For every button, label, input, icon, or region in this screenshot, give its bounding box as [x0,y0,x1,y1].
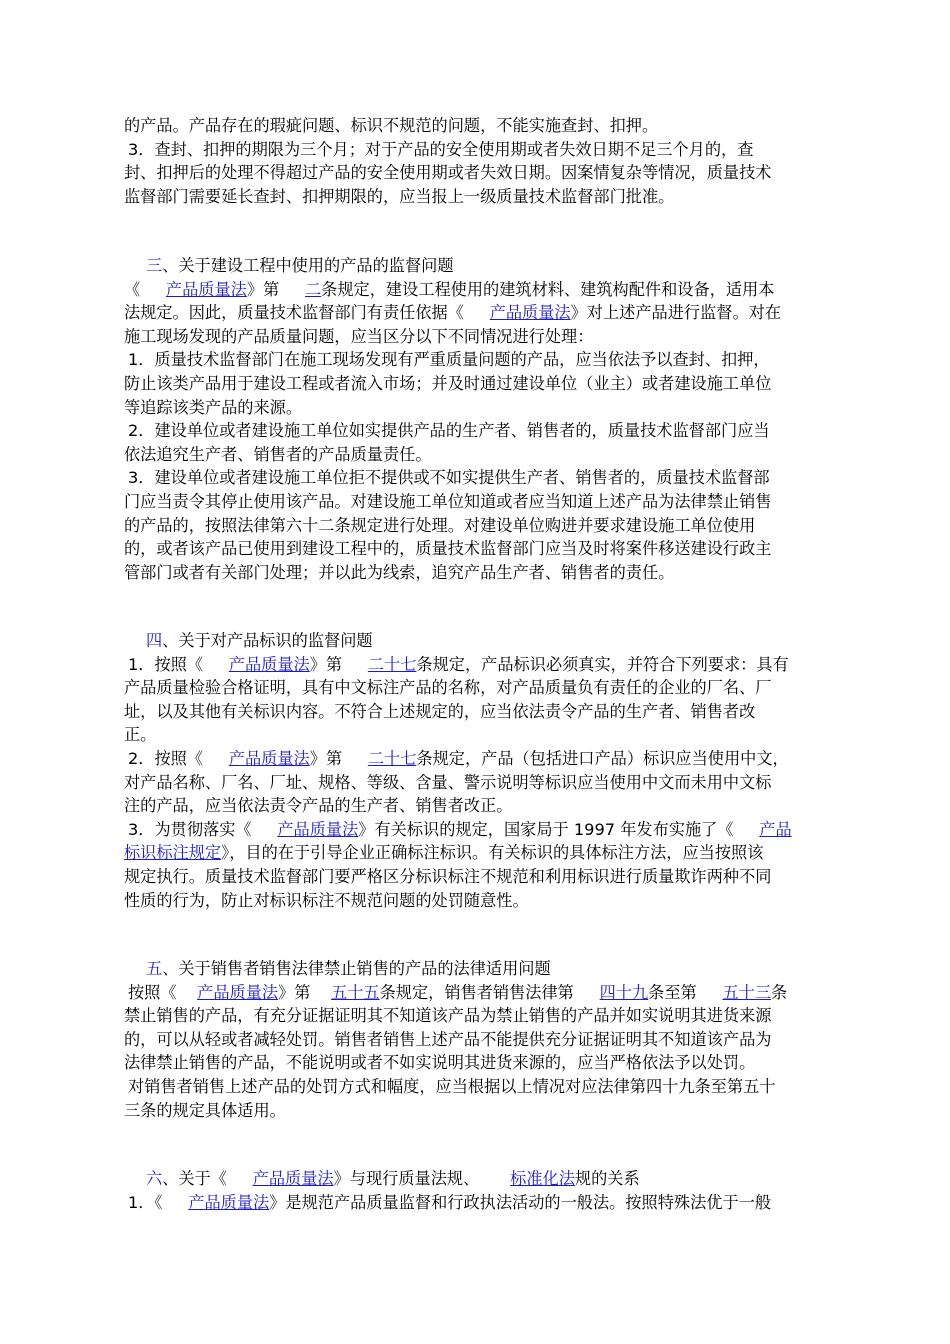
text-line: 对销售者销售上述产品的处罚方式和幅度，应当根据以上情况对应法律第四十九条至第五十 [128,1076,776,1096]
text-span: 1．《 [128,1192,163,1212]
text-line: 址，以及其他有关标识内容。不符合上述规定的，应当依法责令产品的生产者、销售者改 [124,701,756,721]
text-line: 2．建设单位或者建设施工单位如实提供产品的生产者、销售者的，质量技术监督部门应当 [128,421,770,441]
text-line: 3．建设单位或者建设施工单位拒不提供或不如实提供生产者、销售者的，质量技术监督部 [128,468,770,488]
article-link[interactable]: 五十五 [331,982,380,1002]
text-line [124,747,836,771]
text-line [124,818,836,842]
text-line [124,841,836,865]
text-span: 2．按照《 [128,748,204,768]
law-link[interactable]: 产品质量法 [252,1169,334,1188]
text-line: 管部门或者有关部门处理；并以此为线索，追究产品生产者、销售者的责任。 [124,562,675,582]
text-span: 3．为贯彻落实《 [128,819,252,839]
section-title: 、关于建设工程中使用的产品的监督问题 [162,256,454,275]
text-line: 的，可以从轻或者减轻处罚。销售者销售上述产品不能提供充分证据证明其不知道该产品为 [124,1029,772,1049]
section-number: 五 [146,959,163,978]
text-line: 监督部门需要延长查封、扣押期限的，应当报上一级质量技术监督部门批准。 [124,186,675,206]
article-link[interactable]: 二十七 [367,748,417,768]
text-line: 的产品的，按照法律第六十二条规定进行处理。对建设单位购进并要求建设施工单位使用 [124,515,756,535]
text-span: 》第 [278,982,311,1002]
section-6 [124,1167,836,1214]
section-heading [124,957,836,981]
text-line: 规定执行。质量技术监督部门要严格区分标识标注不规范和利用标识进行质量欺诈两种不同 [124,866,772,886]
text-line: 封、扣押后的处理不得超过产品的安全使用期或者失效日期。因案情复杂等情况，质量技术 [124,163,772,183]
text-line: 等追踪该类产品的来源。 [124,397,303,417]
section-heading [124,254,836,278]
text-line [124,1191,836,1215]
section-title: 、关于《 [162,1169,227,1188]
text-line [124,981,836,1005]
text-line [124,278,836,302]
text-line: 法律禁止销售的产品，不能说明或者不如实说明其进货来源的，应当严格依法予以处罚。 [124,1053,756,1073]
law-link[interactable]: 标准化法 [510,1169,575,1188]
section-number: 三 [146,256,163,275]
text-span: 1．按照《 [128,654,204,674]
text-line: 产品质量检验合格证明，具有中文标注产品的名称，对产品质量负有责任的企业的厂名、厂 [124,678,772,698]
law-link[interactable]: 产品质量法 [165,279,247,299]
section-5 [124,957,836,1122]
section-title: 、关于对产品标识的监督问题 [162,631,373,650]
text-line: 依法追究生产者、销售者的产品质量责任。 [124,444,432,464]
law-link[interactable]: 产品质量法 [197,982,279,1002]
section-heading [124,629,836,653]
law-link[interactable]: 产品质量法 [277,819,359,839]
intro-paragraph [124,114,836,208]
text-span: 法规定。因此，质量技术监督部门有责任依据《 [124,303,464,323]
text-line: 禁止销售的产品，有充分证据证明其不知道该产品为禁止销售的产品并如实说明其进货来源 [124,1006,772,1026]
section-heading [124,1167,836,1191]
regulation-link[interactable]: 产品 [759,819,792,839]
text-span: 》有关标识的规定，国家局于 1997 年发布实施了《 [358,819,734,839]
text-span: 》第 [309,748,343,768]
text-span: 条规定，产品（包括进口产品）标识应当使用中文， [416,748,789,768]
text-line [124,301,836,325]
regulation-link[interactable]: 标识标注规定 [124,843,222,863]
section-number: 六 [146,1169,163,1188]
text-line: 三条的规定具体适用。 [124,1100,286,1120]
text-span: 》第 [309,654,343,674]
law-link[interactable]: 产品质量法 [489,303,571,323]
text-span: 》是规范产品质量监督和行政执法活动的一般法。按照特殊法优于一般 [269,1192,772,1212]
text-span: 条规定，建设工程使用的建筑材料、建筑构配件和设备，适用本 [321,279,775,299]
text-line: 门应当责令其停止使用该产品。对建设施工单位知道或者应当知道上述产品为法律禁止销售 [124,491,772,511]
text-span: 条规定，销售者销售法律第 [379,982,574,1002]
section-title: 》与现行质量法规、 [333,1169,480,1188]
text-line: 施工现场发现的产品质量问题，应当区分以下不同情况进行处理： [124,326,594,346]
text-span: 》对上述产品进行监督。对在 [570,303,782,323]
text-span: 》第 [246,279,280,299]
article-link[interactable]: 二十七 [367,654,417,674]
text-span: 条 [771,982,788,1002]
section-title: 、关于销售者销售法律禁止销售的产品的法律适用问题 [162,959,551,978]
text-line: 1．质量技术监督部门在施工现场发现有严重质量问题的产品，应当依法予以查封、扣押， [128,350,770,370]
text-span: 按照《 [128,982,177,1002]
text-line: 防止该类产品用于建设工程或者流入市场；并及时通过建设单位（业主）或者建设施工单位 [124,373,772,393]
text-line: 3．查封、扣押的期限为三个月；对于产品的安全使用期或者失效日期不足三个月的，查 [128,139,754,159]
article-link[interactable]: 二 [304,279,322,299]
law-link[interactable]: 产品质量法 [188,1192,270,1212]
text-line: 的产品。产品存在的瑕疵问题、标识不规范的问题，不能实施查封、扣押。 [124,116,659,135]
law-link[interactable]: 产品质量法 [228,748,310,768]
text-span: 条规定，产品标识必须真实，并符合下列要求：具有 [416,654,789,674]
text-line: 正。 [124,725,157,745]
text-line: 的，或者该产品已使用到建设工程中的，质量技术监督部门应当及时将案件移送建设行政主 [124,539,772,559]
text-line [124,653,836,677]
article-link[interactable]: 四十九 [599,982,649,1002]
law-link[interactable]: 产品质量法 [228,654,310,674]
section-title: 规的关系 [574,1169,640,1188]
text-span: 《 [124,279,141,299]
section-number: 四 [146,631,163,650]
text-line: 对产品名称、厂名、厂址、规格、等级、含量、警示说明等标识应当使用中文而未用中文标 [124,772,772,792]
article-link[interactable]: 五十三 [722,982,772,1002]
text-span: 》，目的在于引导企业正确标注标识。有关标识的具体标注方法，应当按照该 [221,843,764,863]
section-4 [124,629,836,912]
text-span: 条至第 [648,982,697,1002]
section-3 [124,254,836,584]
text-line: 注的产品，应当依法责令产品的生产者、销售者改正。 [124,796,513,816]
text-line: 性质的行为，防止对标识标注不规范问题的处罚随意性。 [124,890,529,910]
